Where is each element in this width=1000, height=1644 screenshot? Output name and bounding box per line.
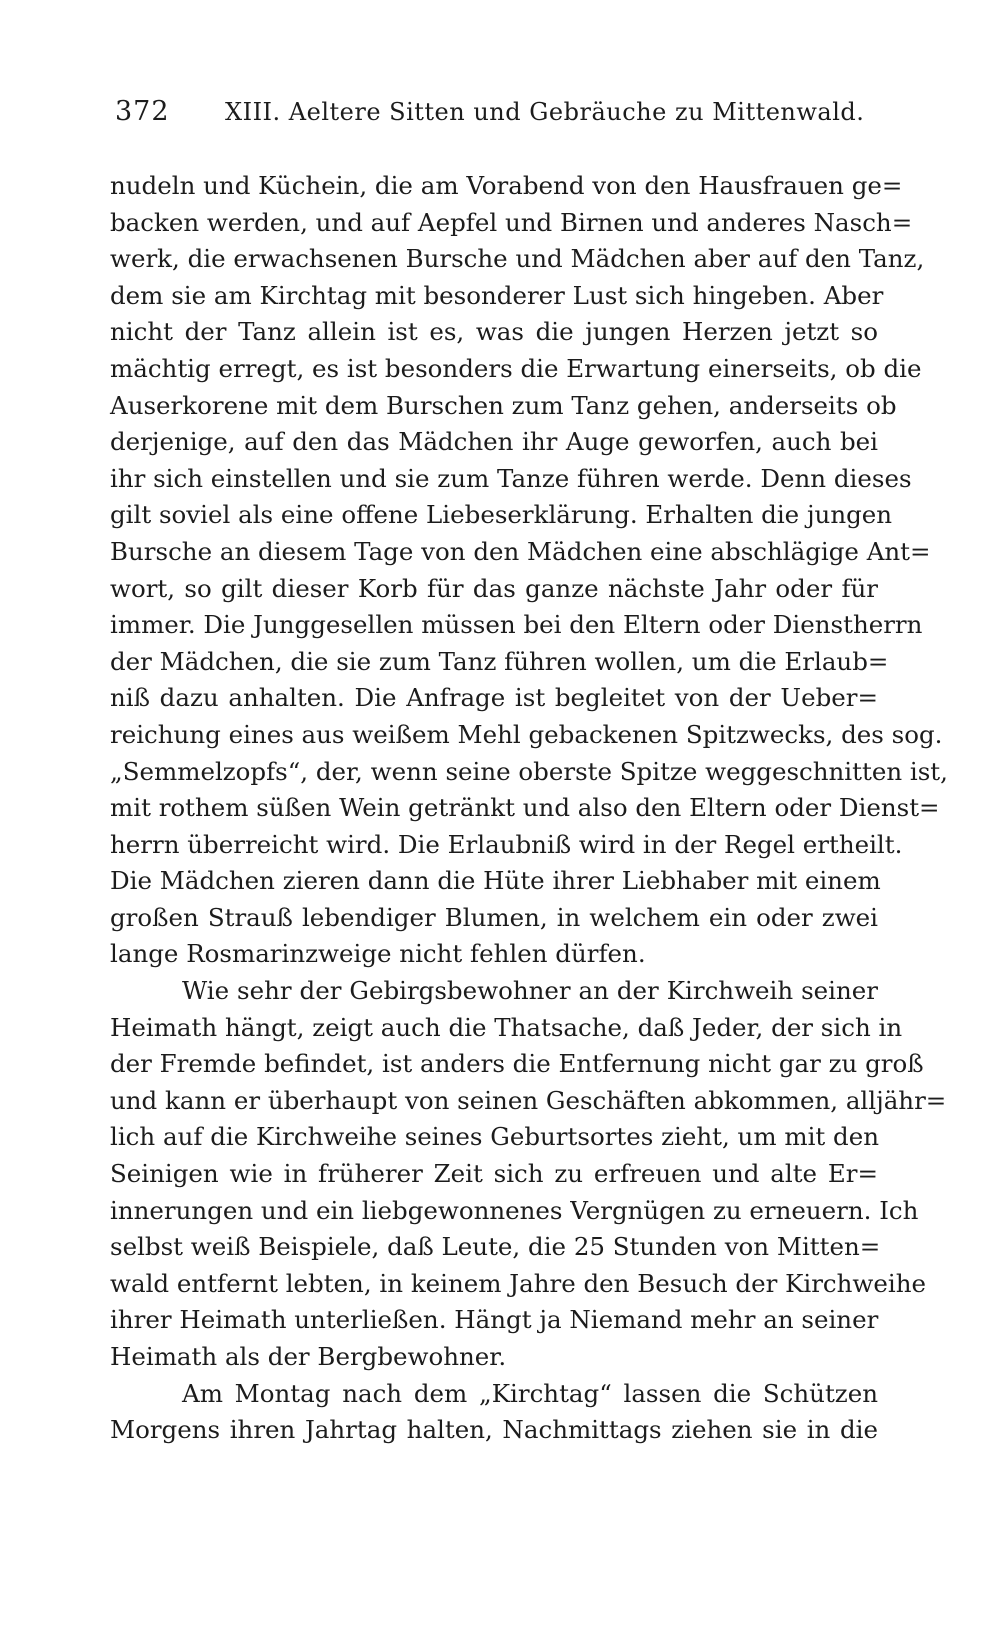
text-line: und kann er überhaupt von seinen Geschäften abkommen, alljähr= [110,1085,947,1115]
text-line: nicht der Tanz allein ist es, was die jungen Herzen jetzt so [110,317,878,347]
text-line: werk, die erwachsenen Bursche und Mädchen aber auf den Tanz, [110,244,925,274]
text-line: Morgens ihren Jahrtag halten, Nachmittags ziehen sie in die [110,1415,878,1445]
text-line: herrn überreicht wird. Die Erlaubniß wird in der Regel ertheilt. [110,829,903,859]
text-line: backen werden, und auf Aepfel und Birnen und anderes Nasch= [110,207,913,237]
text-line: der Fremde befindet, ist anders die Entfernung nicht gar zu groß [110,1049,924,1079]
text-line: lich auf die Kirchweihe seines Geburtsortes zieht, um mit den [110,1122,880,1152]
text-line: mit rothem süßen Wein getränkt und also den Eltern oder Dienst= [110,793,940,823]
text-line: ihr sich einstellen und sie zum Tanze führen werde. Denn dieses [110,463,912,493]
text-line: großen Strauß lebendiger Blumen, in welchem ein oder zwei [110,902,878,932]
paragraph-end-line: Heimath als der Bergbewohner. [110,1342,507,1371]
text-line: innerungen und ein liebgewonnenes Vergnügen zu erneuern. Ich [110,1195,919,1225]
text-line: selbst weiß Beispiele, daß Leute, die 25 Stunden von Mitten= [110,1232,881,1262]
text-line: derjenige, auf den das Mädchen ihr Auge geworfen, auch bei [110,427,878,457]
body-text [110,168,948,1449]
text-line: mächtig erregt, es ist besonders die Erwartung einerseits, ob die [110,353,922,383]
text-line: reichung eines aus weißem Mehl gebackenen Spitzwecks, des sog. [110,719,943,749]
text-line: dem sie am Kirchtag mit besonderer Lust sich hingeben. Aber [110,280,884,310]
text-line: ihrer Heimath unterließen. Hängt ja Niemand mehr an seiner [110,1305,879,1335]
page-header [115,96,875,140]
text-line: wald entfernt lebten, in keinem Jahre den Besuch der Kirchweihe [110,1268,927,1298]
paragraph-start-line: Wie sehr der Gebirgsbewohner an der Kirchweih seiner [182,976,878,1006]
text-line: Bursche an diesem Tage von den Mädchen eine abschlägige Ant= [110,536,931,566]
text-line: gilt soviel als eine offene Liebeserklärung. Erhalten die jungen [110,500,893,530]
text-line: Auserkorene mit dem Burschen zum Tanz gehen, anderseits ob [110,390,897,420]
text-line: immer. Die Junggesellen müssen bei den Eltern oder Dienstherrn [110,610,923,640]
text-line: „Semmelzopfs“, der, wenn seine oberste Spitze weggeschnitten ist, [110,756,948,786]
text-line: wort, so gilt dieser Korb für das ganze nächste Jahr oder für [110,573,878,603]
text-line: niß dazu anhalten. Die Anfrage ist begleitet von der Ueber= [110,683,878,713]
text-line: der Mädchen, die sie zum Tanz führen wollen, um die Erlaub= [110,646,889,676]
paragraph-start-line: Am Montag nach dem „Kirchtag“ lassen die Schützen [182,1378,878,1408]
page-number: 372 [115,96,170,127]
paragraph-end-line: lange Rosmarinzweige nicht fehlen dürfen. [110,939,646,969]
text-line: Seinigen wie in früherer Zeit sich zu erfreuen und alte Er= [110,1159,878,1189]
text-line: Heimath hängt, zeigt auch die Thatsache, daß Jeder, der sich in [110,1012,903,1042]
text-line: Die Mädchen zieren dann die Hüte ihrer Liebhaber mit einem [110,866,881,896]
running-title: XIII. Aeltere Sitten und Gebräuche zu Mittenwald. [225,98,865,126]
text-line: nudeln und Küchein, die am Vorabend von den Hausfrauen ge= [110,171,903,200]
